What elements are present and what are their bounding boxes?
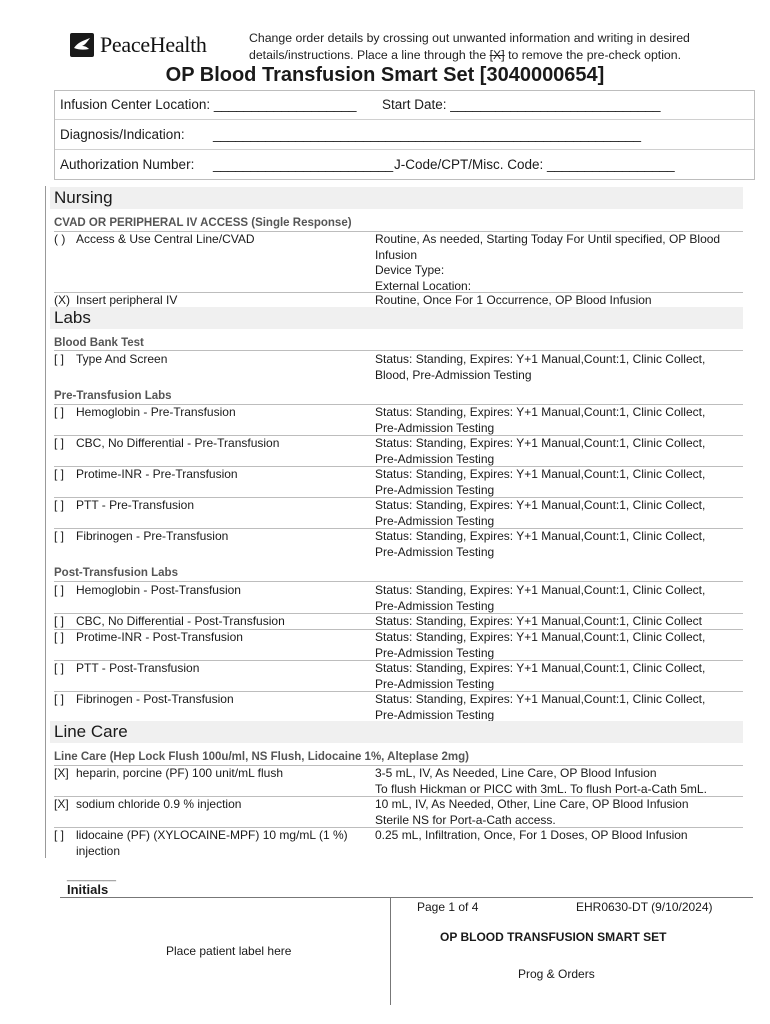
detail-line: 0.25 mL, Infiltration, Once, For 1 Doses, OP Blood Infusion [375,828,688,842]
section-nursing: Nursing [50,187,743,209]
header-fields-box [54,90,755,180]
detail-line: Routine, Once For 1 Occurrence, OP Blood Infusion [375,293,652,307]
order-checkbox[interactable]: [ ] [54,661,65,675]
dove-logo-icon [70,33,94,57]
instructions-text: details/instructions. Place a line through the [249,48,490,62]
diagnosis-label: Diagnosis/Indication: [60,127,185,142]
instructions [249,30,749,64]
order-type-and-screen[interactable] [54,352,167,368]
order-name: Fibrinogen - Pre-Transfusion [76,529,229,543]
order-details [375,529,745,560]
struck-check-mark: [X] [489,48,505,62]
subsection-post-labs: Post-Transfusion Labs [54,567,178,579]
form-id: EHR0630-DT (9/10/2024) [576,900,713,914]
order-checkbox[interactable]: [ ] [54,352,65,366]
order-name: heparin, porcine (PF) 100 unit/mL flush [76,766,283,780]
order-sodium-chloride[interactable] [54,797,241,813]
order-hgb-pre[interactable] [54,405,236,421]
order-checkbox[interactable]: [ ] [54,614,65,628]
instructions-line-2 [249,47,749,64]
form-title: OP BLOOD TRANSFUSION SMART SET [440,930,667,944]
left-margin-rule [45,186,46,858]
order-checkbox[interactable]: [ ] [54,630,65,644]
order-details [375,692,745,723]
form-category: Prog & Orders [518,967,595,981]
order-details [375,766,745,797]
detail-line: Status: Standing, Expires: Y+1 Manual,Count:1, Clinic Collect, [375,529,706,543]
order-name: CBC, No Differential - Post-Transfusion [76,614,285,628]
page-number: Page 1 of 4 [417,900,479,914]
order-name: Fibrinogen - Post-Transfusion [76,692,234,706]
order-details [375,661,745,692]
order-checkbox[interactable]: [ ] [54,498,65,512]
order-cbc-pre[interactable] [54,436,279,452]
order-checkbox[interactable]: [ ] [54,529,65,543]
order-name: Hemoglobin - Pre-Transfusion [76,405,236,419]
subsection-line-care: Line Care (Hep Lock Flush 100u/ml, NS Flush, Lidocaine 1%, Alteplase 2mg) [54,751,469,763]
detail-line: Status: Standing, Expires: Y+1 Manual,Count:1, Clinic Collect, [375,436,706,450]
order-details [375,614,745,630]
order-details [375,232,745,294]
order-checkbox[interactable]: [ ] [54,436,65,450]
order-checkbox[interactable]: [ ] [54,828,65,842]
detail-line: Infusion [375,247,418,262]
detail-line: Status: Standing, Expires: Y+1 Manual,Count:1, Clinic Collect, [375,467,706,481]
order-heparin[interactable] [54,766,283,782]
authorization-label: Authorization Number: [60,157,195,172]
detail-line: Pre-Admission Testing [375,482,495,497]
order-checkbox[interactable]: ( ) [54,232,66,246]
order-inr-pre[interactable] [54,467,238,483]
jcode-field[interactable]: J-Code/CPT/Misc. Code: _________________ [394,157,675,172]
order-name-continued: injection [76,843,121,858]
order-name: Hemoglobin - Post-Transfusion [76,583,241,597]
order-details [375,352,745,383]
detail-line: Status: Standing, Expires: Y+1 Manual,Count:1, Clinic Collect, [375,498,706,512]
detail-line: Status: Standing, Expires: Y+1 Manual,Count:1, Clinic Collect, [375,405,706,419]
detail-line: Device Type: [375,263,445,277]
order-details [375,467,745,498]
patient-label-area: Place patient label here [166,944,292,958]
section-labs: Labs [50,307,743,329]
footer-vertical-divider [390,897,391,1005]
order-hgb-post[interactable] [54,583,241,599]
order-ptt-pre[interactable] [54,498,194,514]
page-title: OP Blood Transfusion Smart Set [3040000654] [165,64,605,86]
row-divider [54,350,743,351]
order-details [375,498,745,529]
order-checkbox[interactable]: [ ] [54,467,65,481]
detail-line: Pre-Admission Testing [375,707,495,722]
detail-line: Pre-Admission Testing [375,420,495,435]
detail-line: Pre-Admission Testing [375,544,495,559]
order-name: Access & Use Central Line/CVAD [76,232,255,246]
order-checkbox[interactable]: [ ] [54,583,65,597]
order-checkbox[interactable]: [ ] [54,692,65,706]
instructions-text: to remove the pre-check option. [504,48,682,62]
order-details [375,405,745,436]
order-details [375,630,745,661]
order-name: lidocaine (PF) (XYLOCAINE-MPF) 10 mg/mL (1 %) [76,828,348,842]
order-checkbox[interactable]: [ ] [54,405,65,419]
detail-line: Pre-Admission Testing [375,598,495,613]
detail-line: To flush Hickman or PICC with 3mL. To flush Port-a-Cath 5mL. [375,781,707,796]
order-checkbox[interactable]: [X] [54,766,69,780]
diagnosis-field[interactable]: _________________________________________________________ [213,127,641,142]
detail-line: Pre-Admission Testing [375,513,495,528]
initials-line[interactable]: ________ [67,870,116,882]
detail-line: Pre-Admission Testing [375,645,495,660]
order-name: Type And Screen [76,352,168,366]
row-divider [54,581,743,582]
order-name: PTT - Pre-Transfusion [76,498,195,512]
order-checkbox[interactable]: (X) [54,293,70,307]
instructions-line-1: Change order details by crossing out unwanted information and writing in desired [249,31,690,45]
subsection-blood-bank: Blood Bank Test [54,337,144,349]
order-details [375,828,745,844]
order-name: sodium chloride 0.9 % injection [76,797,242,811]
authorization-field[interactable]: ________________________ [213,157,394,172]
detail-line: Status: Standing, Expires: Y+1 Manual,Count:1, Clinic Collect, [375,352,706,366]
subsection-pre-labs: Pre-Transfusion Labs [54,390,172,402]
detail-line: Pre-Admission Testing [375,451,495,466]
order-fibrinogen-post[interactable] [54,692,234,708]
order-name: CBC, No Differential - Pre-Transfusion [76,436,280,450]
detail-line: Blood, Pre-Admission Testing [375,367,532,382]
order-cbc-post[interactable] [54,614,285,630]
order-name: Protime-INR - Pre-Transfusion [76,467,238,481]
detail-line: Sterile NS for Port-a-Cath access. [375,812,556,827]
detail-line: 3-5 mL, IV, As Needed, Line Care, OP Blood Infusion [375,766,657,780]
detail-line: Status: Standing, Expires: Y+1 Manual,Count:1, Clinic Collect, [375,583,706,597]
order-name: PTT - Post-Transfusion [76,661,200,675]
order-name: Insert peripheral IV [76,293,178,307]
detail-line: Pre-Admission Testing [375,676,495,691]
peacehealth-logo [70,32,207,58]
order-details [375,436,745,467]
order-details [375,583,745,614]
detail-line: 10 mL, IV, As Needed, Other, Line Care, OP Blood Infusion [375,797,689,811]
start-date-field[interactable]: Start Date: ____________________________ [382,97,661,112]
footer-divider [60,897,753,898]
divider [55,149,754,150]
order-details [375,797,745,828]
detail-line: Status: Standing, Expires: Y+1 Manual,Count:1, Clinic Collect, [375,661,706,675]
initials-label: Initials [67,882,109,897]
detail-line: Status: Standing, Expires: Y+1 Manual,Count:1, Clinic Collect, [375,630,706,644]
detail-line: External Location: [375,278,472,293]
order-fibrinogen-pre[interactable] [54,529,228,545]
order-checkbox[interactable]: [X] [54,797,69,811]
order-ptt-post[interactable] [54,661,199,677]
order-central-line[interactable] [54,232,255,248]
brand-name: PeaceHealth [100,32,207,57]
order-name: Protime-INR - Post-Transfusion [76,630,243,644]
infusion-center-field[interactable]: Infusion Center Location: ___________________ [60,97,357,112]
detail-line: Routine, As needed, Starting Today For Until specified, OP Blood [375,232,721,246]
order-lidocaine[interactable] [54,828,348,859]
section-line-care: Line Care [50,721,743,743]
divider [55,119,754,120]
detail-line: Status: Standing, Expires: Y+1 Manual,Count:1, Clinic Collect, [375,692,706,706]
order-inr-post[interactable] [54,630,243,646]
detail-line: Status: Standing, Expires: Y+1 Manual,Count:1, Clinic Collect [375,614,702,628]
subsection-cvad: CVAD OR PERIPHERAL IV ACCESS (Single Response) [54,217,352,229]
